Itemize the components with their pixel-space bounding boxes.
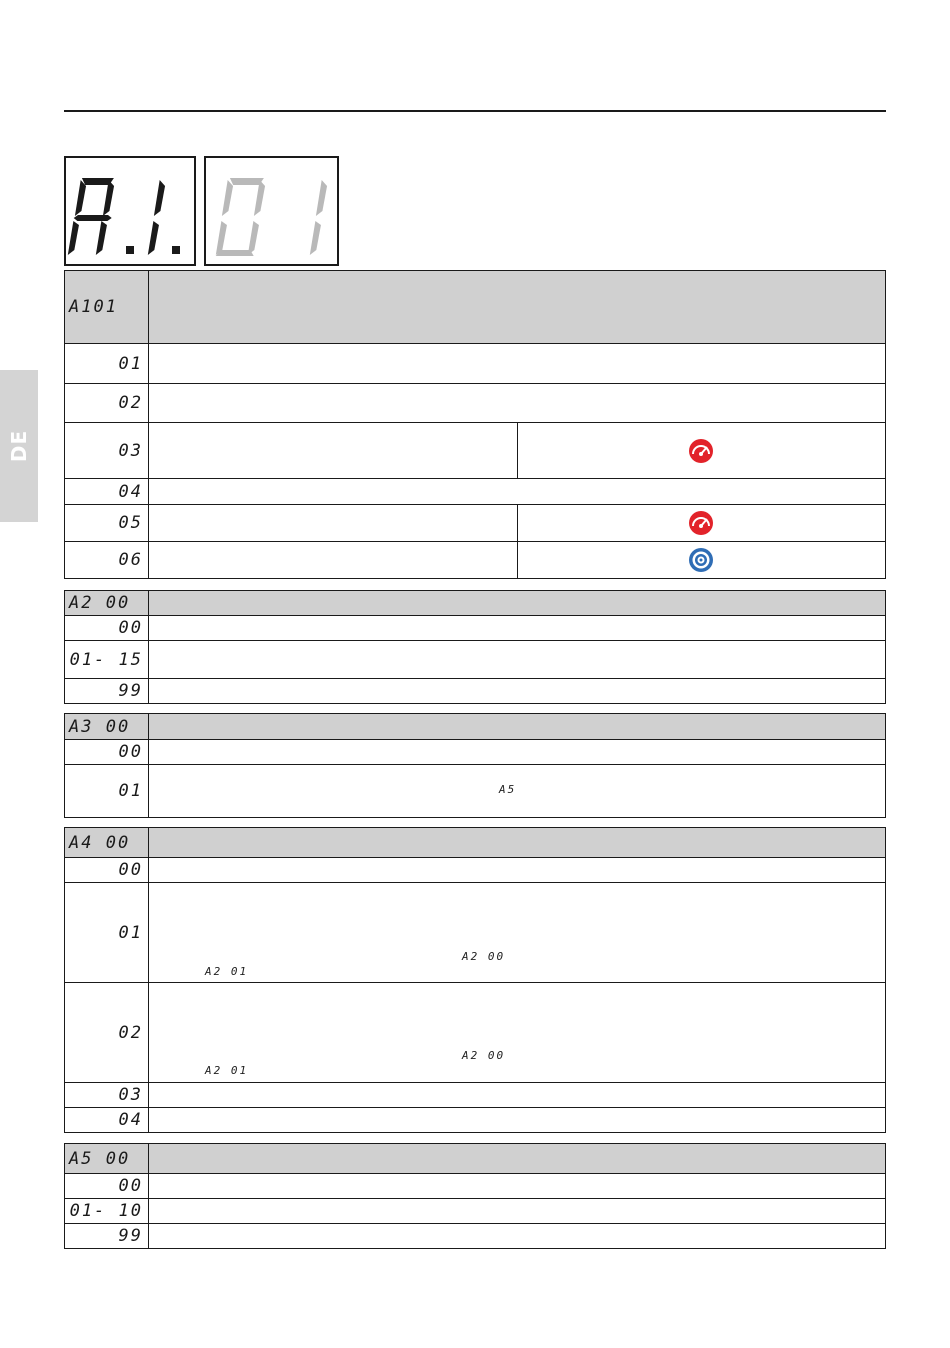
option-code: 99	[65, 1224, 149, 1249]
option-code: 01	[65, 883, 149, 983]
option-code: 02	[65, 384, 149, 423]
icon-cell	[517, 505, 886, 542]
table-header-row	[65, 714, 886, 740]
param-table-a2	[64, 590, 886, 704]
option-description	[149, 384, 886, 423]
option-description	[149, 858, 886, 883]
option-code: 01- 10	[65, 1199, 149, 1224]
table-row	[65, 765, 886, 818]
inline-param-code: A5	[499, 783, 517, 796]
option-code: 04	[65, 1108, 149, 1133]
table-row	[65, 883, 886, 983]
option-code: 00	[65, 740, 149, 765]
param-code-header: A2 00	[65, 591, 149, 616]
table-row	[65, 1199, 886, 1224]
table-row	[65, 423, 886, 479]
value-display	[204, 156, 339, 266]
option-description	[149, 1083, 886, 1108]
inline-param-code: A2 01	[205, 1064, 249, 1077]
table-row	[65, 983, 886, 1083]
table-header-row	[65, 828, 886, 858]
table-row	[65, 616, 886, 641]
speed-gauge-red-icon	[688, 510, 714, 536]
option-description	[149, 1108, 886, 1133]
table-row	[65, 344, 886, 384]
option-description	[149, 344, 886, 384]
header-description	[149, 1144, 886, 1174]
value-display-digits	[206, 158, 337, 264]
option-code: 00	[65, 1174, 149, 1199]
table-row	[65, 641, 886, 679]
param-table-a5	[64, 1143, 886, 1249]
option-code: 01- 15	[65, 641, 149, 679]
icon-cell	[517, 423, 886, 479]
table-row	[65, 679, 886, 704]
table-row	[65, 384, 886, 423]
param-code-header: A4 00	[65, 828, 149, 858]
inline-param-code: A2 00	[462, 1049, 506, 1062]
param-display	[64, 156, 196, 266]
option-code: 02	[65, 983, 149, 1083]
header-description	[149, 828, 886, 858]
option-description	[149, 542, 518, 579]
icon-cell	[517, 542, 886, 579]
language-tab	[0, 370, 38, 522]
option-code: 06	[65, 542, 149, 579]
speed-gauge-red-icon	[688, 438, 714, 464]
table-header-row	[65, 591, 886, 616]
table-row	[65, 1174, 886, 1199]
inline-param-code: A2 00	[462, 950, 506, 963]
table-header-row	[65, 1144, 886, 1174]
option-code: 00	[65, 616, 149, 641]
option-description	[149, 883, 886, 983]
table-row	[65, 505, 886, 542]
option-code: 01	[65, 765, 149, 818]
header-description	[149, 714, 886, 740]
option-description	[149, 616, 886, 641]
option-code: 05	[65, 505, 149, 542]
option-description	[149, 765, 886, 818]
param-code-header: A3 00	[65, 714, 149, 740]
option-description	[149, 505, 518, 542]
blue-target-icon	[688, 547, 714, 573]
option-description	[149, 1199, 886, 1224]
option-description	[149, 740, 886, 765]
param-code-header: A101	[65, 271, 149, 344]
option-code: 04	[65, 479, 149, 505]
top-rule	[64, 110, 886, 112]
option-description	[149, 679, 886, 704]
inline-param-code: A2 01	[205, 965, 249, 978]
header-description	[149, 271, 886, 344]
language-tab-label: DE	[6, 429, 31, 463]
table-row	[65, 542, 886, 579]
header-description	[149, 591, 886, 616]
option-description	[149, 1174, 886, 1199]
option-code: 03	[65, 423, 149, 479]
param-table-a3	[64, 713, 886, 818]
option-description	[149, 1224, 886, 1249]
option-code: 01	[65, 344, 149, 384]
option-description	[149, 479, 886, 505]
option-description	[149, 423, 518, 479]
table-row	[65, 1108, 886, 1133]
option-code: 99	[65, 679, 149, 704]
param-code-header: A5 00	[65, 1144, 149, 1174]
table-row	[65, 479, 886, 505]
table-row	[65, 1083, 886, 1108]
option-description	[149, 983, 886, 1083]
table-row	[65, 858, 886, 883]
param-table-a4	[64, 827, 886, 1133]
param-table-a1	[64, 270, 886, 579]
table-row	[65, 740, 886, 765]
param-display-digits	[66, 158, 196, 264]
table-header-row	[65, 271, 886, 344]
option-code: 00	[65, 858, 149, 883]
table-row	[65, 1224, 886, 1249]
option-description	[149, 641, 886, 679]
option-code: 03	[65, 1083, 149, 1108]
